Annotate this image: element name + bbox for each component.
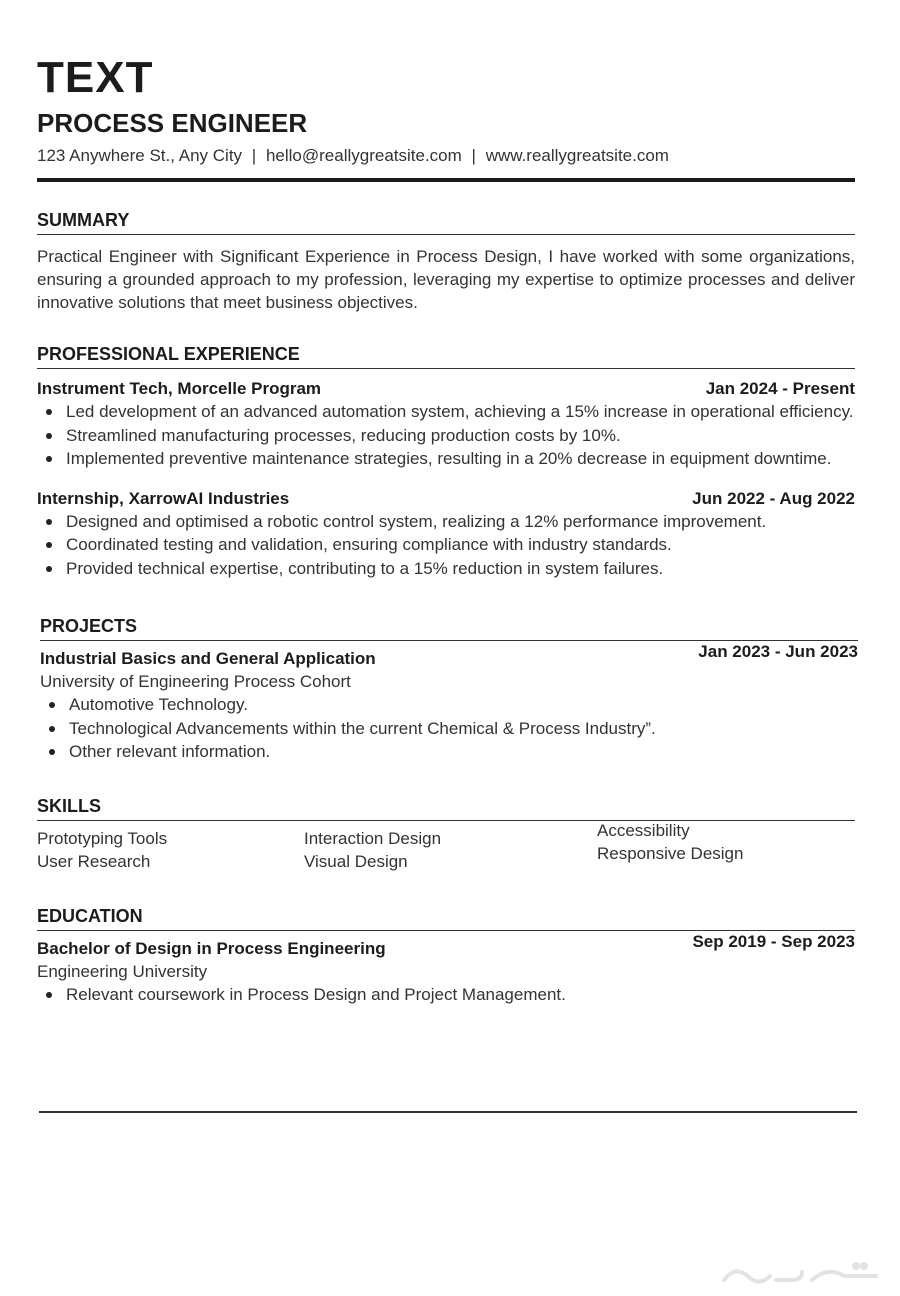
resume-header (37, 52, 855, 182)
project-date: Jan 2023 - Jun 2023 (698, 642, 858, 661)
experience-section (37, 342, 855, 580)
skill-item: Responsive Design (597, 844, 744, 863)
project-header (40, 642, 858, 670)
project-bullets (40, 693, 858, 764)
education-bullets (37, 983, 855, 1007)
bullet-text: Provided technical expertise, contributing to a 15% reduction in system failures. (66, 558, 664, 578)
school-name: Engineering University (37, 961, 208, 981)
skills-column (304, 827, 597, 874)
bullet-text: Streamlined manufacturing processes, reducing production costs by 10%. (66, 425, 621, 445)
section-title: PROFESSIONAL EXPERIENCE (37, 342, 855, 369)
list-item (37, 510, 855, 534)
skills-section (37, 794, 855, 874)
bullet-icon (46, 566, 52, 572)
footer-divider (39, 1111, 857, 1113)
project-org: University of Engineering Process Cohort (40, 672, 351, 691)
job-date: Jan 2024 - Present (705, 379, 855, 398)
bullet-icon (49, 726, 55, 732)
summary-section (37, 208, 855, 314)
project-entry (40, 642, 858, 764)
candidate-role: PROCESS ENGINEER (37, 108, 308, 138)
job-title: Instrument Tech, Morcelle Program (37, 379, 322, 398)
section-title: PROJECTS (40, 614, 858, 641)
education-date: Sep 2019 - Sep 2023 (692, 931, 855, 951)
list-item (37, 983, 855, 1007)
skill-item: Interaction Design (304, 828, 442, 848)
bullet-icon (46, 409, 52, 415)
contact-website: www.reallygreatsite.com (485, 146, 669, 165)
candidate-name: TEXT (37, 53, 154, 102)
bullet-text: Technological Advancements within the current Chemical & Process Industry”. (69, 718, 656, 738)
education-entry (37, 931, 855, 1007)
skills-column (37, 827, 304, 874)
job-entry (37, 377, 855, 471)
watermark-logo-icon (716, 1258, 886, 1288)
summary-text: Practical Engineer with Significant Experience in Process Design, I have worked with some organizations, ensuring a grounded approach to my profession, leveraging my expertise to optimize processes and deliver innovative solutions that meet business objectives. (37, 247, 855, 312)
bullet-text: Automotive Technology. (69, 695, 248, 714)
list-item (37, 557, 855, 581)
job-entry (37, 487, 855, 581)
skills-column (597, 819, 743, 866)
list-item (37, 447, 855, 471)
bullet-icon (49, 702, 55, 708)
section-title: SKILLS (37, 794, 855, 821)
bullet-text: Led development of an advanced automation system, achieving a 15% increase in operational efficiency. (66, 402, 854, 421)
degree-title: Bachelor of Design in Process Engineering (37, 938, 386, 958)
job-date: Jun 2022 - Aug 2022 (692, 488, 855, 508)
skills-grid (37, 820, 855, 874)
skill-item: User Research (37, 852, 151, 871)
project-title: Industrial Basics and General Application (40, 649, 376, 668)
contact-separator: | (251, 146, 257, 165)
bullet-text: Designed and optimised a robotic control system, realizing a 12% performance improvement. (66, 511, 767, 531)
list-item (40, 740, 858, 764)
header-divider (37, 178, 855, 182)
bullet-icon (46, 992, 52, 998)
bullet-icon (46, 542, 52, 548)
section-title: SUMMARY (37, 208, 855, 235)
job-bullets (37, 400, 855, 471)
resume-page (37, 52, 858, 1006)
skill-item: Accessibility (597, 820, 690, 840)
bullet-text: Other relevant information. (69, 742, 271, 761)
contact-separator: | (471, 146, 476, 165)
skill-item: Visual Design (304, 852, 408, 871)
job-header (37, 377, 855, 400)
education-section (37, 904, 855, 1007)
list-item (37, 424, 855, 448)
bullet-icon (49, 749, 55, 755)
job-header (37, 487, 855, 510)
contact-address: 123 Anywhere St., Any City (37, 146, 243, 165)
projects-section (40, 614, 858, 764)
list-item (40, 693, 858, 717)
bullet-text: Coordinated testing and validation, ensuring compliance with industry standards. (66, 535, 672, 554)
contact-email: hello@reallygreatsite.com (265, 146, 462, 165)
bullet-icon (46, 456, 52, 462)
skill-item: Prototyping Tools (37, 828, 168, 848)
list-item (37, 400, 855, 424)
contact-line (37, 142, 855, 170)
bullet-text: Relevant coursework in Process Design and Project Management. (66, 984, 566, 1004)
education-header (37, 931, 855, 960)
list-item (37, 533, 855, 557)
job-title: Internship, XarrowAI Industries (37, 488, 290, 508)
bullet-icon (46, 519, 52, 525)
section-title: EDUCATION (37, 904, 855, 931)
job-bullets (37, 510, 855, 581)
list-item (40, 717, 858, 741)
bullet-icon (46, 433, 52, 439)
bullet-text: Implemented preventive maintenance strategies, resulting in a 20% decrease in equipment downtime. (66, 449, 832, 468)
